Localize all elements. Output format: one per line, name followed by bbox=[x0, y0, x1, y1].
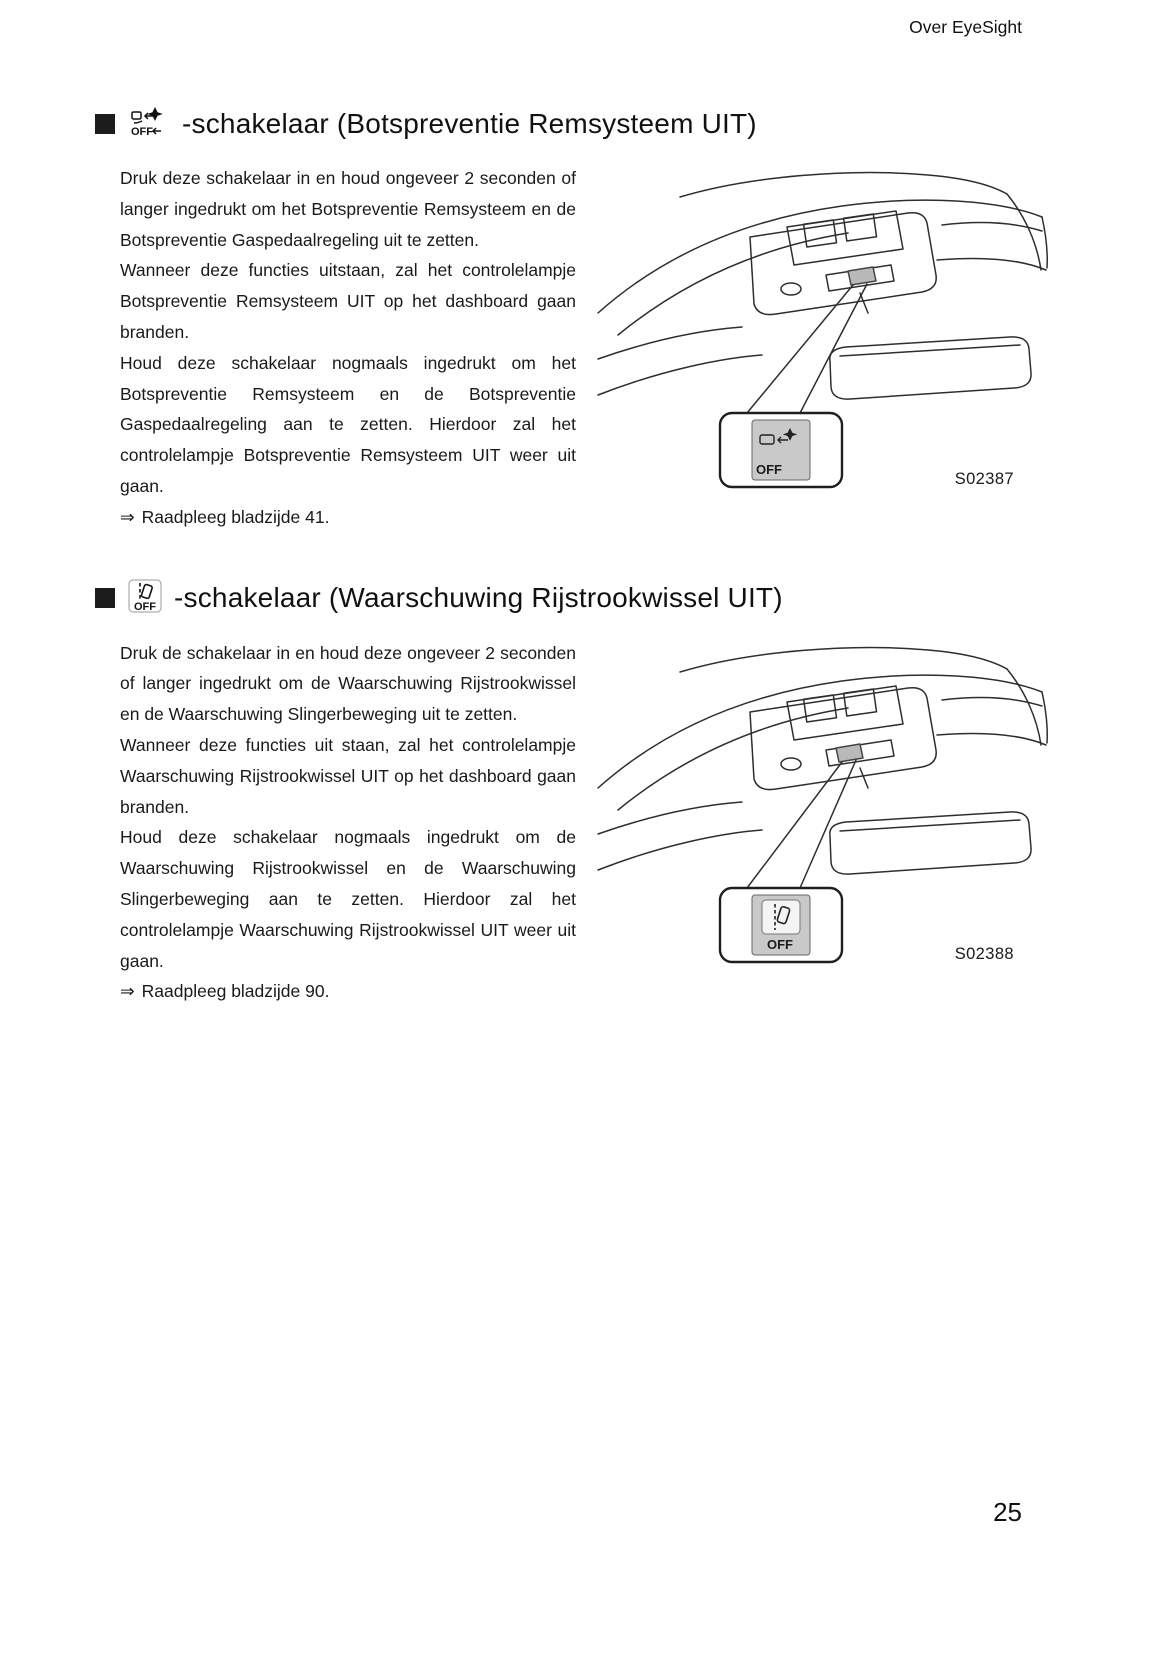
section-title: -schakelaar (Waarschuwing Rijstrookwissel UIT) bbox=[174, 582, 783, 614]
figure-overhead-console-2 bbox=[590, 638, 1050, 978]
lane-departure-warning-off-switch-icon bbox=[128, 579, 162, 618]
body-text bbox=[120, 638, 576, 1008]
paragraph: Druk de schakelaar in en houd deze ongeveer 2 seconden of langer ingedrukt om de Waarschuwing Rijstrookwissel en de Waarschuwing Slingerbeweging uit te zetten. bbox=[120, 642, 576, 725]
section-precollision-brake-off bbox=[95, 104, 1050, 533]
reference-text: Raadpleeg bladzijde 41. bbox=[141, 506, 330, 527]
paragraph: Wanneer deze functies uitstaan, zal het controlelampje Botspreventie Remsysteem UIT op het dashboard gaan branden. bbox=[120, 260, 576, 342]
section-heading bbox=[95, 579, 1050, 618]
off-label: OFF bbox=[134, 600, 156, 613]
page-number: 25 bbox=[993, 1497, 1022, 1527]
page-reference bbox=[120, 502, 576, 533]
pre-collision-braking-off-switch-icon bbox=[128, 104, 170, 143]
square-bullet bbox=[95, 588, 115, 608]
square-bullet bbox=[95, 114, 115, 134]
running-header: Over EyeSight bbox=[909, 17, 1022, 37]
body-text bbox=[120, 163, 576, 533]
reference-arrow: ⇒ bbox=[120, 506, 135, 527]
page-content bbox=[95, 0, 1050, 1007]
paragraph: Druk deze schakelaar in en houd ongeveer 2 seconden of langer ingedrukt om het Botspreventie Remsysteem en de Botspreventie Gaspedaalregeling uit te zetten. bbox=[120, 168, 576, 250]
reference-text: Raadpleeg bladzijde 90. bbox=[141, 981, 330, 1002]
section-title: -schakelaar (Botspreventie Remsysteem UIT) bbox=[182, 107, 757, 139]
paragraph: Houd deze schakelaar nogmaals ingedrukt om de Waarschuwing Rijstrookwissel en de Waarschuwing Slingerbeweging aan te zetten. Hierdoor zal het controlelampje Waarschuwing Rijstrookwissel UIT weer uit gaan. bbox=[120, 827, 576, 971]
paragraph: Houd deze schakelaar nogmaals ingedrukt om het Botspreventie Remsysteem en de Botspreventie Gaspedaalregeling aan te zetten. Hierdoor zal het controlelampje Botspreventie Remsysteem UIT weer uit gaan. bbox=[120, 352, 576, 496]
page-reference bbox=[120, 976, 576, 1007]
off-label: OFF bbox=[767, 936, 793, 952]
section-lane-departure-warning-off bbox=[95, 579, 1050, 1008]
off-label: OFF bbox=[756, 462, 782, 477]
section-heading bbox=[95, 104, 1050, 143]
overhead-console-illustration bbox=[590, 163, 1050, 498]
off-label: OFF bbox=[131, 126, 153, 138]
figure-code: S02387 bbox=[954, 470, 1014, 488]
lane-departure-warning-off-icon bbox=[762, 900, 800, 934]
paragraph: Wanneer deze functies uit staan, zal het controlelampje Waarschuwing Rijstrookwissel UIT op het dashboard gaan branden. bbox=[120, 734, 576, 817]
reference-arrow: ⇒ bbox=[120, 981, 135, 1002]
overhead-console-illustration bbox=[590, 638, 1050, 973]
figure-overhead-console-1 bbox=[590, 163, 1050, 503]
section-body bbox=[95, 638, 1050, 1008]
figure-code: S02388 bbox=[954, 944, 1014, 963]
section-body bbox=[95, 163, 1050, 533]
